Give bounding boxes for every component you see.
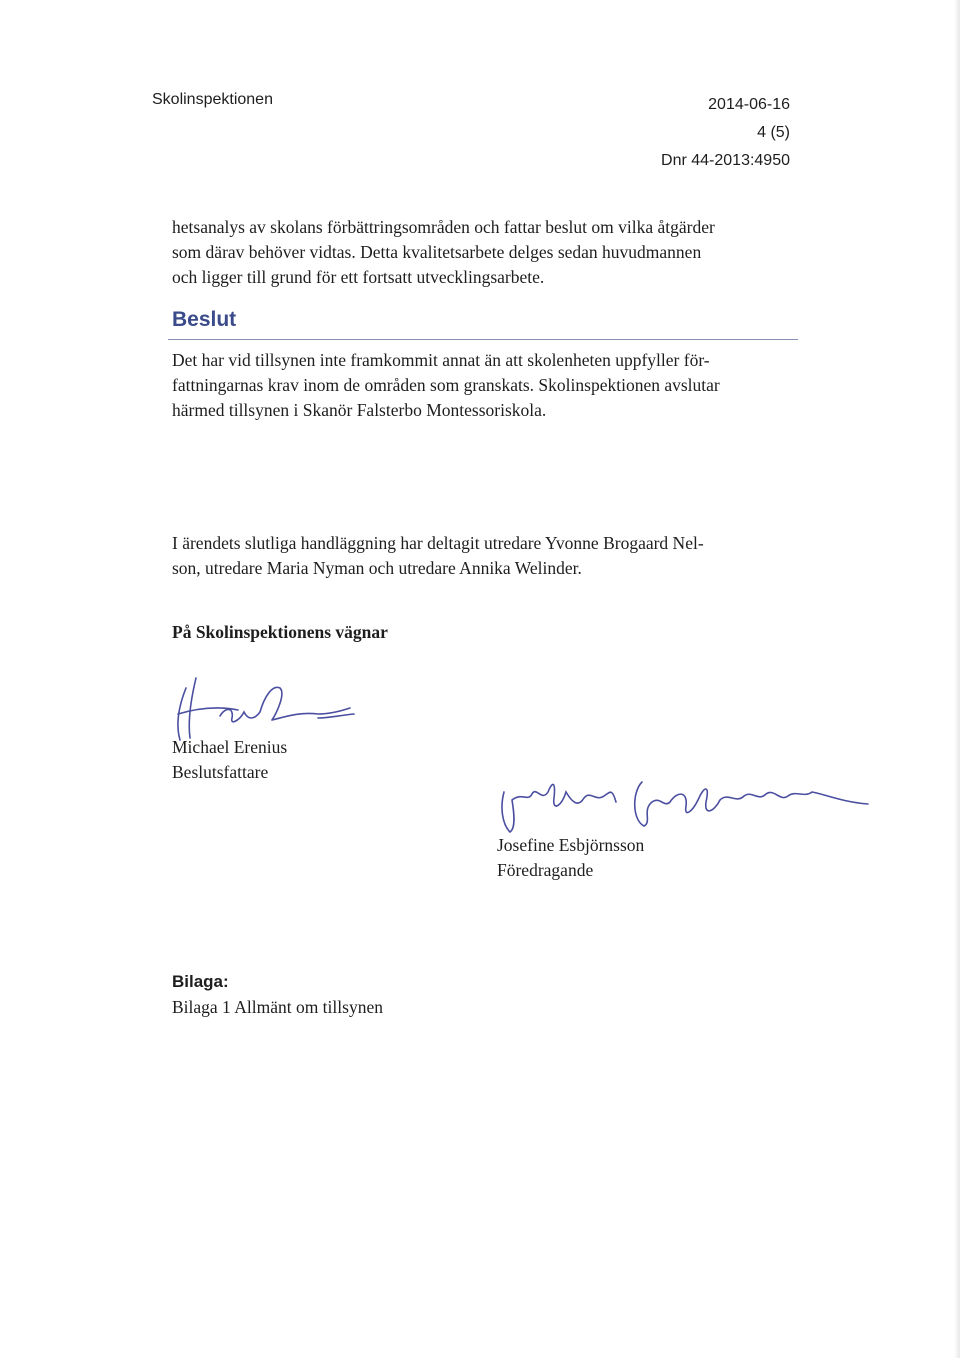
- header-date: 2014-06-16: [708, 96, 790, 113]
- on-behalf-line: På Skolinspektionens vägnar: [172, 622, 388, 642]
- signatory-2: [497, 833, 644, 883]
- intro-line: som därav behöver vidtas. Detta kvalitetsarbete delges sedan huvudmannen: [172, 242, 702, 262]
- beslut-paragraph: [172, 348, 792, 423]
- attachment-item: Bilaga 1 Allmänt om tillsynen: [172, 997, 383, 1017]
- intro-paragraph: [172, 215, 792, 290]
- page-edge: [954, 0, 960, 1358]
- signature-josefine-esbjornsson: [492, 762, 882, 842]
- section-heading-beslut: Beslut: [172, 308, 237, 331]
- heading-divider: [168, 339, 798, 340]
- intro-line: och ligger till grund för ett fortsatt utvecklingsarbete.: [172, 267, 545, 287]
- beslut-line: fattningarnas krav inom de områden som granskats. Skolinspektionen avslutar: [172, 375, 720, 395]
- signatory-2-role: Föredragande: [497, 860, 594, 880]
- beslut-line: Det har vid tillsynen inte framkommit annat än att skolenheten uppfyller för-: [172, 350, 710, 370]
- signatory-1-name: Michael Erenius: [172, 737, 288, 757]
- participants-paragraph: [172, 531, 792, 581]
- header-organization: Skolinspektionen: [152, 91, 273, 108]
- signatory-1-role: Beslutsfattare: [172, 762, 269, 782]
- header-page-number: 4 (5): [757, 124, 790, 141]
- attachments-title: Bilaga:: [172, 972, 229, 991]
- header-meta: [661, 91, 790, 175]
- beslut-line: härmed tillsynen i Skanör Falsterbo Montessoriskola.: [172, 400, 547, 420]
- signatory-2-name: Josefine Esbjörnsson: [497, 835, 645, 855]
- participants-line: I ärendets slutliga handläggning har deltagit utredare Yvonne Brogaard Nel-: [172, 533, 704, 553]
- intro-line: hetsanalys av skolans förbättringsområden och fattar beslut om vilka åtgärder: [172, 217, 715, 237]
- header-dnr: Dnr 44-2013:4950: [661, 152, 790, 169]
- signatory-1: [172, 735, 287, 785]
- participants-line: son, utredare Maria Nyman och utredare Annika Welinder.: [172, 558, 582, 578]
